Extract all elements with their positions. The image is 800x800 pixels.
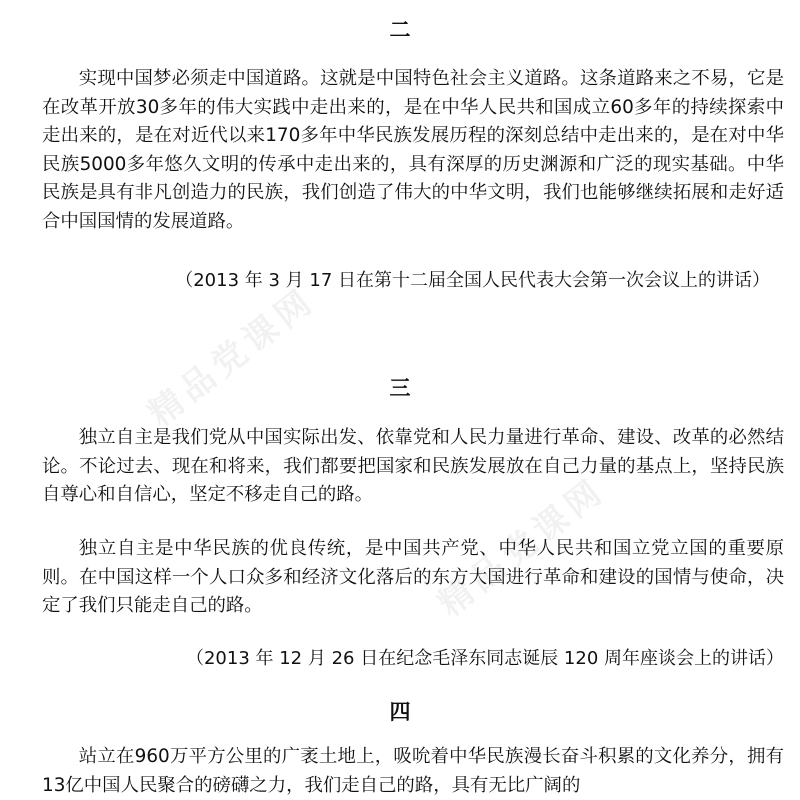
section-heading: 三 (389, 375, 411, 400)
section-paragraph: 独立自主是中华民族的优良传统，是中国共产党、中华人民共和国立党立国的重要原则。在中国这样一个人口众多和经济文化落后的东方大国进行革命和建设的国情与使命，决定了我们只能走自己的路。 (42, 538, 784, 616)
section-heading: 二 (389, 17, 411, 42)
section-paragraph: 站立在960万平方公里的广袤土地上，吸吮着中华民族漫长奋斗积累的文化养分，拥有13亿中国人民聚合的磅礴之力，我们走自己的路，具有无比广阔的 (42, 746, 784, 796)
watermark: 精品党课网 (431, 469, 614, 625)
section-citation: （2013 年 3 月 17 日在第十二届全国人民代表大会第一次会议上的讲话） (175, 270, 770, 291)
section-paragraph: 独立自主是我们党从中国实际出发、依靠党和人民力量进行革命、建设、改革的必然结论。不论过去、现在和将来，我们都要把国家和民族发展放在自己力量的基点上，坚持民族自尊心和自信心，坚定不移走自己的路。 (42, 427, 784, 505)
section-citation: （2013 年 12 月 26 日在纪念毛泽东同志诞辰 120 周年座谈会上的讲话） (185, 648, 784, 669)
section-paragraph: 实现中国梦必须走中国道路。这就是中国特色社会主义道路。这条道路来之不易，它是在改革开放30多年的伟大实践中走出来的，是在中华人民共和国成立60多年的持续探索中走出来的，是在对近代以来170多年中华民族发展历程的深刻总结中走出来的，是在对中华民族5000多年悠久文明的传承中走出来的，具有深厚的历史渊源和广泛的现实基础。中华民族是具有非凡创造力的民族，我们创造了伟大的中华文明，我们也能够继续拓展和走好适合中国国情的发展道路。 (42, 68, 784, 232)
section-heading: 四 (389, 699, 411, 724)
watermark: 精品党课网 (141, 279, 324, 435)
